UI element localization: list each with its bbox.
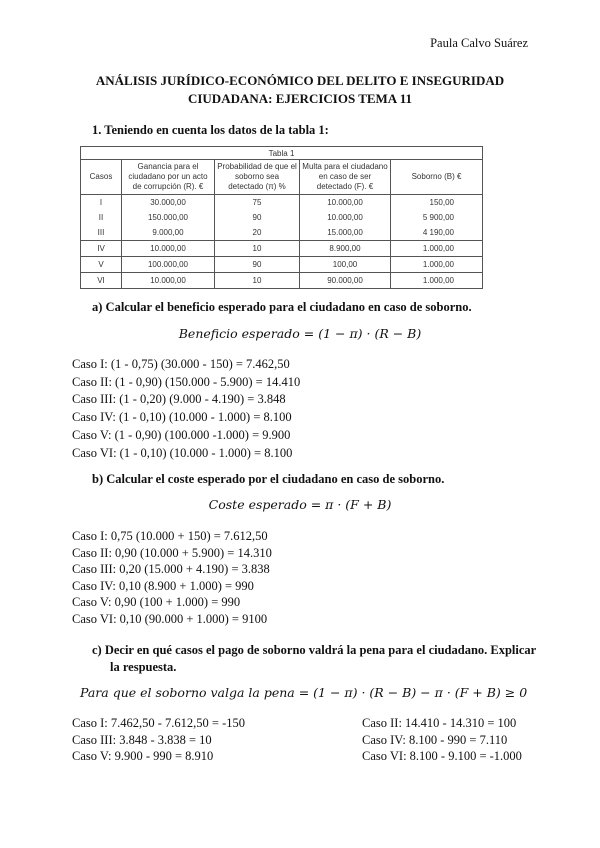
part-b-results: [72, 528, 272, 628]
table-cell: 75: [215, 195, 300, 211]
table-cell: VI: [81, 273, 122, 289]
part-c-heading-line-1: c) Decir en qué casos el pago de soborno valdrá la pena para el ciudadano. Explicar: [92, 643, 537, 657]
table-cell: III: [81, 225, 122, 241]
result-line: Caso III: (1 - 0,20) (9.000 - 4.190) = 3.848: [72, 392, 286, 407]
part-a-heading: a) Calcular el beneficio esperado para el ciudadano en caso de soborno.: [92, 300, 472, 314]
result-line: Caso III: 3.848 - 3.838 = 10: [72, 732, 212, 747]
table-cell: 150.000,00: [122, 210, 215, 225]
result-line: Caso IV: 0,10 (8.900 + 1.000) = 990: [72, 578, 254, 593]
title-line-1: ANÁLISIS JURÍDICO-ECONÓMICO DEL DELITO E INSEGURIDAD: [95, 73, 505, 88]
result-line: Caso V: (1 - 0,90) (100.000 -1.000) = 9.900: [72, 427, 291, 442]
table-cell: V: [81, 257, 122, 273]
table-row: [81, 225, 483, 241]
table-cell: 8.900,00: [300, 241, 391, 257]
table-cell: 5 900,00: [391, 210, 483, 225]
result-line: Caso II: 0,90 (10.000 + 5.900) = 14.310: [72, 545, 272, 560]
table-cell: 100.000,00: [122, 257, 215, 273]
table-cell: 10.000,00: [122, 241, 215, 257]
document-title: [60, 72, 540, 108]
table-row: [81, 195, 483, 211]
table-cell: 100,00: [300, 257, 391, 273]
part-c-formula: Para que el soborno valga la pena = (1 − π) · (R − B) − π · (F + B) ≥ 0: [80, 685, 528, 700]
table-row: [81, 257, 483, 273]
table-cell: 90: [215, 210, 300, 225]
table-cell: 10.000,00: [300, 195, 391, 211]
part-c-results-left: [72, 715, 245, 765]
part-a-formula: Beneficio esperado = (1 − π) · (R − B): [178, 326, 422, 341]
table-cell: 10.000,00: [300, 210, 391, 225]
table-cell: 90.000,00: [300, 273, 391, 289]
table-cell: IV: [81, 241, 122, 257]
table-cell: 1.000,00: [391, 241, 483, 257]
part-a-results: [72, 356, 300, 462]
result-line: Caso VI: 8.100 - 9.100 = -1.000: [362, 749, 522, 763]
table-row: [81, 273, 483, 289]
table-cell: 10: [215, 241, 300, 257]
result-line: Caso V: 0,90 (100 + 1.000) = 990: [72, 595, 241, 610]
result-line: Caso I: 7.462,50 - 7.612,50 = -150: [72, 716, 246, 730]
table-cell: 1.000,00: [391, 273, 483, 289]
table-cell: 150,00: [391, 195, 483, 211]
result-line: Caso III: 0,20 (15.000 + 4.190) = 3.838: [72, 562, 270, 577]
result-line: Caso VI: 0,10 (90.000 + 1.000) = 9100: [72, 611, 268, 626]
table-header-cell: Soborno (B) €: [391, 160, 483, 195]
table-caption: Tabla 1: [81, 147, 483, 160]
result-line: Caso IV: (1 - 0,10) (10.000 - 1.000) = 8.100: [72, 410, 292, 425]
table-header-cell: Ganancia para el ciudadano por un acto de corrupción (R). €: [122, 160, 215, 195]
result-line: Caso V: 9.900 - 990 = 8.910: [72, 749, 214, 763]
result-line: Caso I: (1 - 0,75) (30.000 - 150) = 7.462,50: [72, 357, 290, 371]
part-c-results-right: [362, 715, 522, 765]
table-row: [81, 210, 483, 225]
table-cell: 90: [215, 257, 300, 273]
table-cell: II: [81, 210, 122, 225]
result-line: Caso I: 0,75 (10.000 + 150) = 7.612,50: [72, 529, 268, 543]
result-line: Caso II: (1 - 0,90) (150.000 - 5.900) = 14.410: [72, 374, 301, 389]
result-line: Caso VI: (1 - 0,10) (10.000 - 1.000) = 8.100: [72, 445, 293, 460]
question-1: 1. Teniendo en cuenta los datos de la tabla 1:: [92, 123, 329, 137]
table-cell: 30.000,00: [122, 195, 215, 211]
data-table: [80, 146, 483, 289]
part-c-heading: [92, 642, 536, 676]
title-line-2: CIUDADANA: EJERCICIOS TEMA 11: [187, 91, 413, 106]
table-cell: 10.000,00: [122, 273, 215, 289]
table-header-cell: Casos: [81, 160, 122, 195]
table-header-cell: Probabilidad de que el soborno sea detectado (π) %: [215, 160, 300, 195]
table-cell: 15.000,00: [300, 225, 391, 241]
part-b-heading: b) Calcular el coste esperado por el ciudadano en caso de soborno.: [92, 472, 445, 486]
table-cell: 9.000,00: [122, 225, 215, 241]
table-header-cell: Multa para el ciudadano en caso de ser detectado (F). €: [300, 160, 391, 195]
part-c-heading-line-2: la respuesta.: [110, 660, 177, 674]
table-cell: I: [81, 195, 122, 211]
author-name: Paula Calvo Suárez: [430, 36, 528, 50]
table-cell: 4 190,00: [391, 225, 483, 241]
result-line: Caso II: 14.410 - 14.310 = 100: [362, 716, 517, 730]
result-line: Caso IV: 8.100 - 990 = 7.110: [362, 732, 508, 747]
table-cell: 10: [215, 273, 300, 289]
table-row: [81, 241, 483, 257]
table-cell: 1.000,00: [391, 257, 483, 273]
part-b-formula: Coste esperado = π · (F + B): [208, 497, 392, 512]
table-cell: 20: [215, 225, 300, 241]
